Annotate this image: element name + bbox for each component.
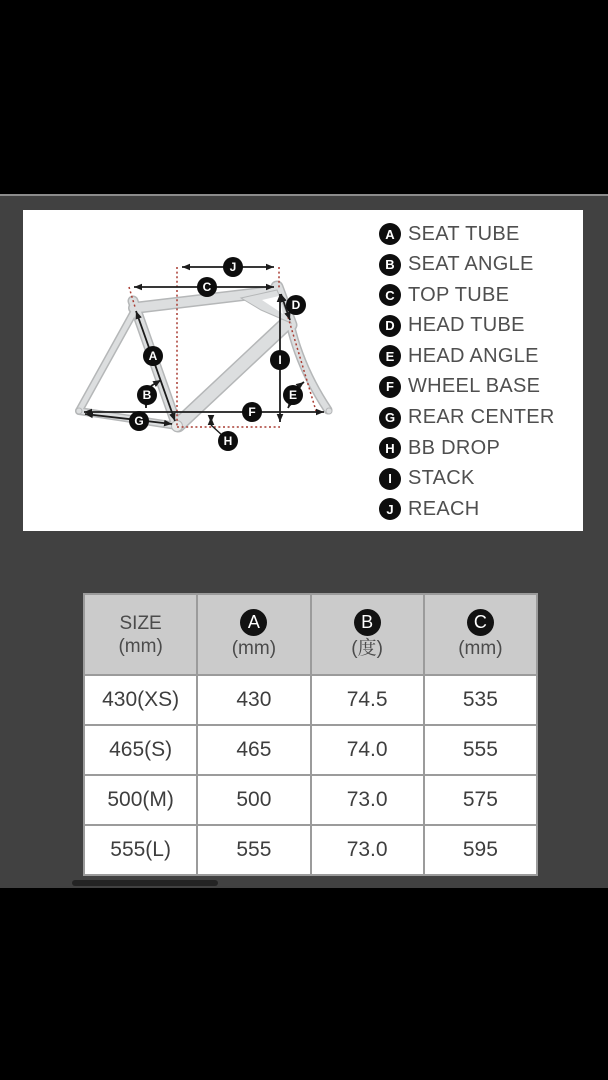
- table-header-row: [84, 594, 537, 675]
- legend-marker-i-icon: I: [379, 468, 401, 490]
- cell-b: 73.0: [311, 825, 424, 875]
- bottom-bracket: [172, 421, 183, 432]
- legend-item-head-tube: [379, 315, 555, 337]
- legend-marker-c-icon: C: [379, 284, 401, 306]
- size-title: SIZE: [119, 612, 162, 634]
- column-c-marker-icon: C: [467, 609, 494, 636]
- legend-item-wheel-base: [379, 376, 555, 398]
- table-row: [84, 725, 537, 775]
- marker-F: [242, 402, 262, 422]
- legend-label: BB DROP: [408, 436, 501, 459]
- legend-label: SEAT ANGLE: [408, 253, 534, 276]
- svg-text:G: G: [134, 414, 144, 428]
- legend-marker-h-icon: H: [379, 437, 401, 459]
- cell-c: 555: [424, 725, 537, 775]
- cell-b: 73.0: [311, 775, 424, 825]
- marker-H: [218, 431, 238, 451]
- legend-label: REACH: [408, 497, 480, 520]
- legend-label: STACK: [408, 467, 475, 490]
- legend-label: SEAT TUBE: [408, 222, 520, 245]
- column-b-unit: (度): [351, 638, 383, 659]
- header-cell-c: [424, 594, 537, 675]
- geometry-diagram-panel: [23, 210, 583, 531]
- column-b-marker-icon: B: [354, 609, 381, 636]
- legend-marker-b-icon: B: [379, 254, 401, 276]
- legend-item-top-tube: [379, 284, 555, 306]
- svg-text:I: I: [278, 353, 282, 367]
- legend-label: HEAD ANGLE: [408, 344, 539, 367]
- legend-marker-f-icon: F: [379, 376, 401, 398]
- marker-J: [223, 257, 243, 277]
- cell-a: 430: [197, 675, 310, 725]
- header-cell-b: [311, 594, 424, 675]
- geometry-size-table: [83, 593, 538, 876]
- size-unit: (mm): [118, 635, 163, 657]
- table-row: [84, 675, 537, 725]
- legend-item-stack: [379, 468, 555, 490]
- column-c-unit: (mm): [458, 638, 503, 659]
- marker-A: [143, 346, 163, 366]
- legend-marker-d-icon: D: [379, 315, 401, 337]
- svg-text:J: J: [229, 260, 237, 274]
- cell-size: 555(L): [84, 825, 197, 875]
- content-band: [0, 194, 608, 888]
- legend-item-bb-drop: [379, 437, 555, 459]
- geometry-legend: [379, 223, 555, 520]
- svg-text:A: A: [148, 349, 158, 363]
- cell-size: 430(XS): [84, 675, 197, 725]
- cell-b: 74.5: [311, 675, 424, 725]
- cell-a: 500: [197, 775, 310, 825]
- table-row: [84, 775, 537, 825]
- header-cell-size: [84, 594, 197, 675]
- header-cell-a: [197, 594, 310, 675]
- svg-text:H: H: [223, 434, 233, 448]
- legend-marker-g-icon: G: [379, 407, 401, 429]
- legend-label: HEAD TUBE: [408, 314, 525, 337]
- rear-dropout: [76, 408, 82, 414]
- cell-a: 555: [197, 825, 310, 875]
- marker-E: [283, 385, 303, 405]
- cell-c: 595: [424, 825, 537, 875]
- legend-label: WHEEL BASE: [408, 375, 541, 398]
- marker-G: [129, 411, 149, 431]
- svg-text:B: B: [142, 388, 152, 402]
- svg-text:F: F: [248, 405, 256, 419]
- legend-marker-j-icon: J: [379, 498, 401, 520]
- legend-item-seat-angle: [379, 254, 555, 276]
- svg-text:E: E: [288, 388, 298, 402]
- legend-marker-e-icon: E: [379, 345, 401, 367]
- cell-c: 535: [424, 675, 537, 725]
- marker-I: [270, 350, 290, 370]
- front-dropout: [326, 408, 332, 414]
- column-a-marker-icon: A: [240, 609, 267, 636]
- column-a-unit: (mm): [231, 638, 277, 659]
- table-row: [84, 825, 537, 875]
- legend-label: REAR CENTER: [408, 406, 555, 429]
- cell-size: 465(S): [84, 725, 197, 775]
- legend-label: TOP TUBE: [408, 283, 510, 306]
- svg-text:D: D: [291, 298, 301, 312]
- marker-B: [137, 385, 157, 405]
- arrow-seat-tube: [136, 311, 175, 421]
- horizontal-scrollbar-thumb[interactable]: [72, 880, 218, 886]
- cell-c: 575: [424, 775, 537, 825]
- legend-item-head-angle: [379, 345, 555, 367]
- legend-item-seat-tube: [379, 223, 555, 245]
- cell-a: 465: [197, 725, 310, 775]
- marker-D: [286, 295, 306, 315]
- marker-C: [197, 277, 217, 297]
- svg-text:C: C: [202, 280, 212, 294]
- legend-item-reach: [379, 498, 555, 520]
- cell-b: 74.0: [311, 725, 424, 775]
- legend-item-rear-center: [379, 407, 555, 429]
- legend-marker-a-icon: A: [379, 223, 401, 245]
- cell-size: 500(M): [84, 775, 197, 825]
